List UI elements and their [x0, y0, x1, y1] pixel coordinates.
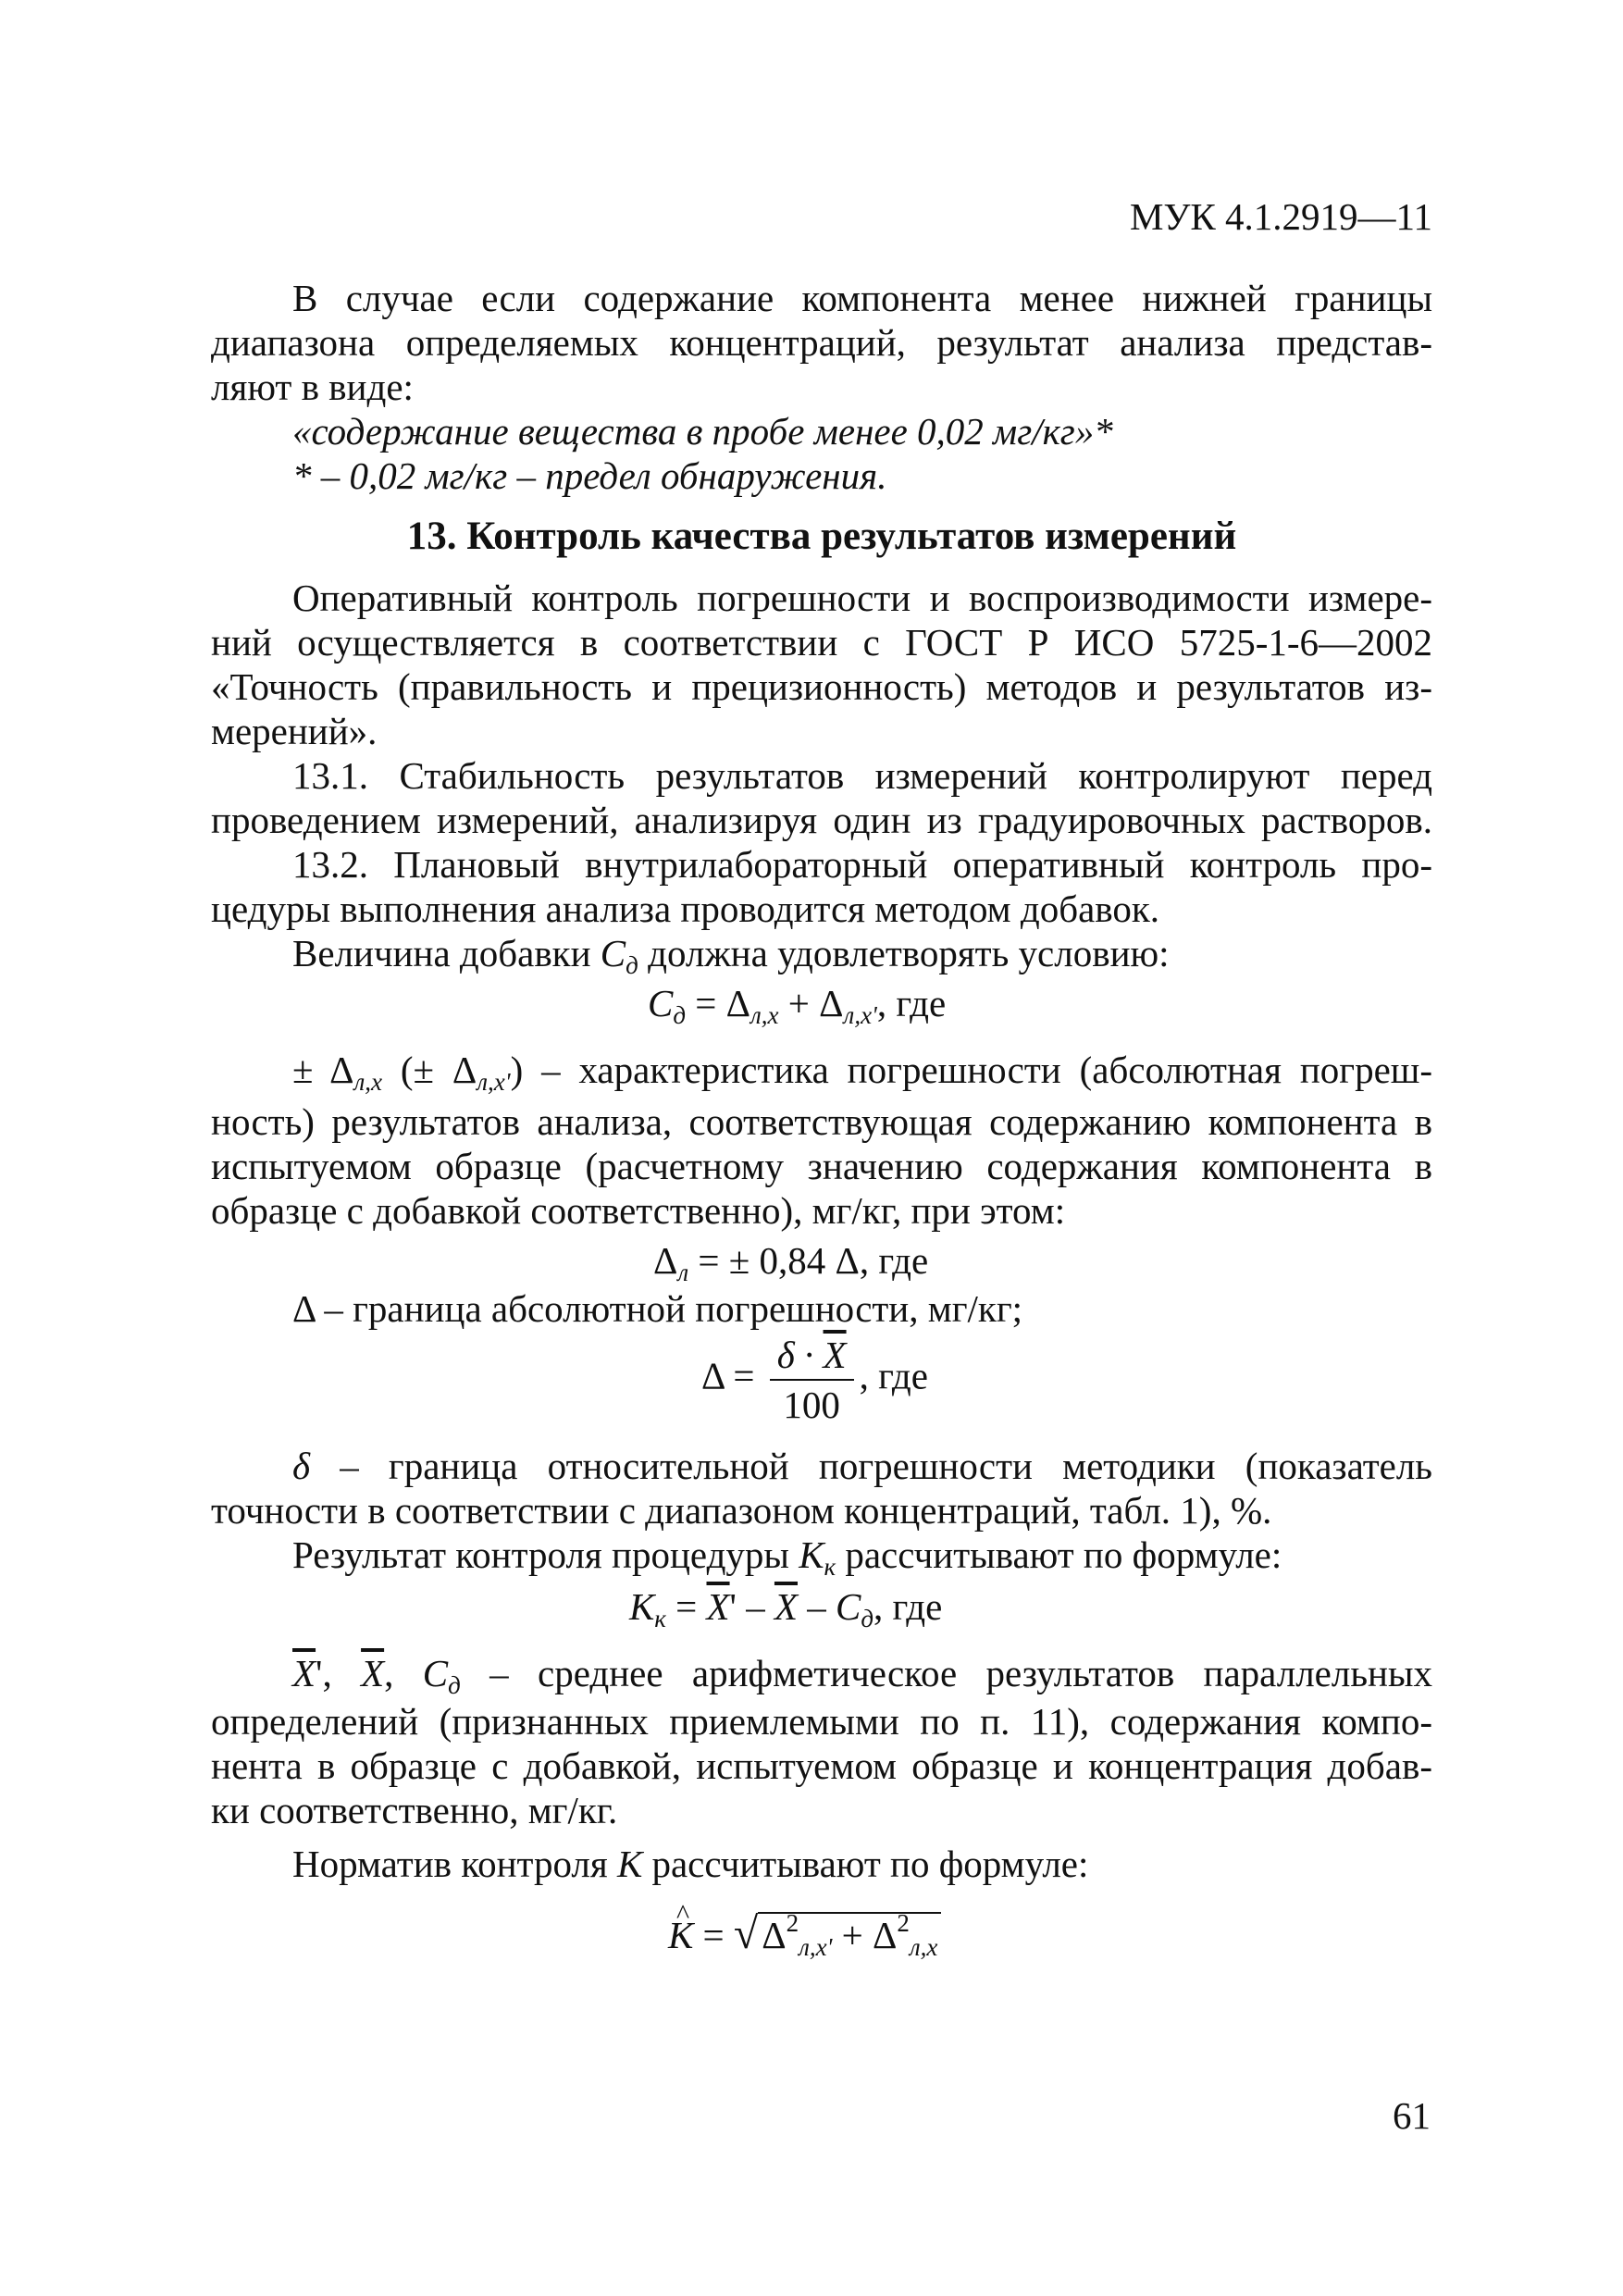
delta-definition: Δ – граница абсолютной погрешности, мг/кг; — [292, 1287, 1023, 1330]
section-title: 13. Контроль качества результатов измерений — [406, 515, 1237, 558]
paragraph-line: мерений». — [211, 710, 378, 752]
paragraph-line: цедуры выполнения анализа проводится методом добавок. — [211, 887, 1160, 930]
formula-additive-condition: $C_д = \Delta_{л,х} + \Delta_{л,х'}$, где — [648, 982, 947, 1029]
paragraph-line: ки соответственно, мг/кг. — [211, 1789, 618, 1831]
paragraph-line: Оперативный контроль погрешности и воспроизводимости измере- — [292, 577, 1432, 619]
definition-line: ± $\Delta_{л,х}$ (± $\Delta_{л,х'}$) – характеристика погрешности (абсолютная погреш- — [292, 1049, 1432, 1096]
paragraph-line: ляют в виде: — [211, 366, 414, 408]
fraction: $\frac{\delta \cdot \overline{X}}{100}$ — [770, 1331, 854, 1429]
paragraph-line: нента в образце с добавкой, испытуемом образце и концентрация добав- — [211, 1744, 1432, 1787]
paragraph-line: ность) результатов анализа, соответствующая содержанию компонента в — [211, 1100, 1432, 1143]
paragraph-line: проведением измерений, анализируя один из градуировочных растворов. — [211, 799, 1432, 841]
norm-intro: Норматив контроля К рассчитывают по формуле: — [292, 1843, 1089, 1885]
paragraph-line: «Точность (правильность и прецизионность) методов и результатов из- — [211, 665, 1432, 708]
result-quote: «содержание вещества в пробе менее 0,02 мг/кг»* — [292, 410, 1113, 453]
paragraph-line: В случае если содержание компонента менее нижней границы — [292, 277, 1432, 319]
definition-line: $\overline{X}'$, $\overline{X}$, $C_д$ – среднее арифметическое результатов параллельных — [292, 1652, 1433, 1699]
clause-13-1: 13.1. Стабильность результатов измерений контролируют перед — [292, 754, 1432, 797]
formula-delta: Δ = $\frac{\delta \cdot \overline{X}}{100}$ , где — [701, 1331, 928, 1429]
page-number: 61 — [1393, 2094, 1431, 2137]
paragraph-line: точности в соответствии с диапазоном концентраций, табл. 1), %. — [211, 1489, 1272, 1532]
paragraph-line: ний осуществляется в соответствии с ГОСТ Р ИСО 5725-1-6—2002 — [211, 621, 1432, 664]
kk-intro: Результат контроля процедуры $К_к$ рассчитывают по формуле: — [292, 1533, 1282, 1581]
paragraph-line: испытуемом образце (расчетному значению содержания компонента в — [211, 1145, 1432, 1187]
formula-kk: $К_к = \overline{X}' - \overline{X} - C_д$, где — [629, 1585, 943, 1632]
paragraph-line: образце с добавкой соответственно), мг/кг, при этом: — [211, 1189, 1066, 1232]
formula-delta-l: $\Delta_л$ = ± 0,84 Δ, где — [653, 1239, 929, 1286]
clause-13-2: 13.2. Плановый внутрилабораторный оперативный контроль про- — [292, 843, 1432, 886]
document-code-header: МУК 4.1.2919—11 — [1129, 195, 1432, 238]
formula-norm: К ^ = $√\Delta^2_{л,х'} + \Delta^2_{л,х}$ — [668, 1901, 941, 1969]
delta-relative-definition: δ – граница относительной погрешности методики (показатель — [292, 1445, 1432, 1487]
paragraph-line: определений (признанных приемлемыми по п. 11), содержания компо- — [211, 1700, 1432, 1743]
footnote: * – 0,02 мг/кг – предел обнаружения. — [292, 454, 887, 497]
additive-intro: Величина добавки $C_д$ должна удовлетворять условию: — [292, 932, 1170, 979]
paragraph-line: диапазона определяемых концентраций, результат анализа представ- — [211, 321, 1432, 364]
square-root: $\Delta^2_{л,х'} + \Delta^2_{л,х}$ — [758, 1912, 941, 1956]
